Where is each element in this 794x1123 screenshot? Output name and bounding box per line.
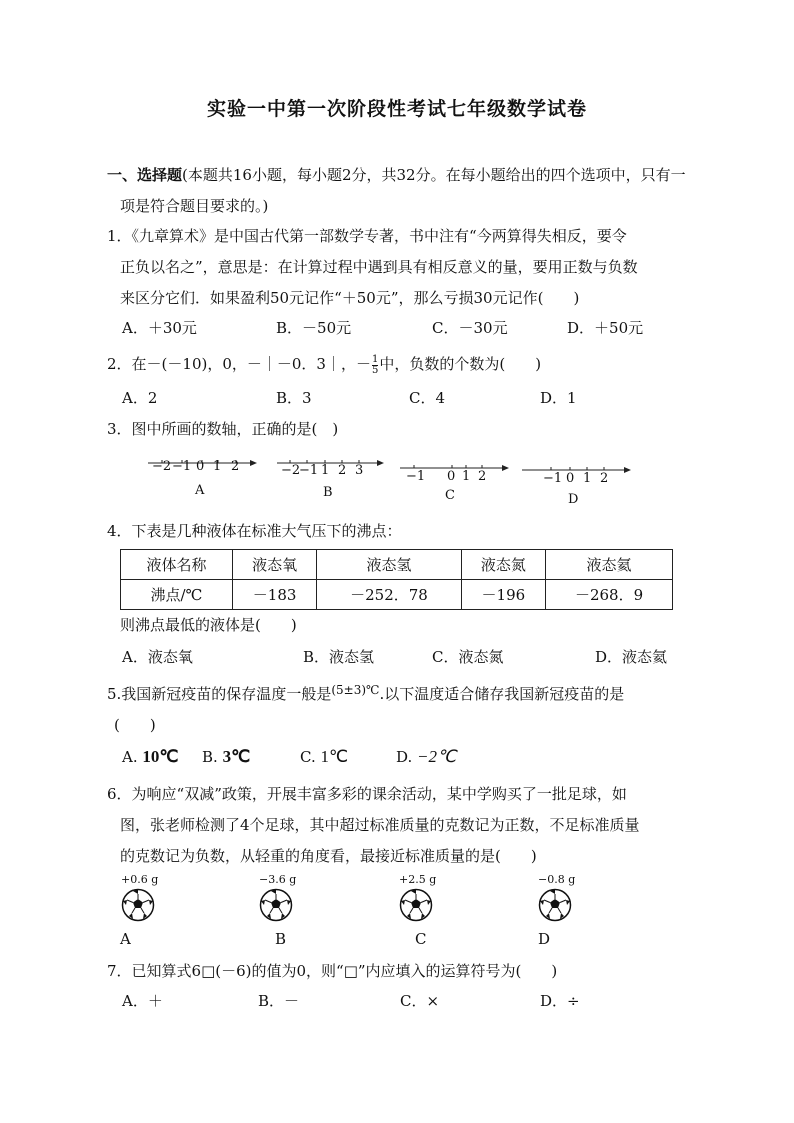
- q5-option-letter: B.: [202, 748, 218, 766]
- axis-d-arrow: [624, 467, 631, 473]
- axis-b-tick-label: −1: [299, 463, 319, 478]
- q5-stem-b: .以下温度适合储存我国新冠疫苗的是: [379, 685, 625, 703]
- soccer-ball-icon: [399, 888, 433, 922]
- axis-a-tick-label: −1: [172, 459, 192, 474]
- axis-b-tick-label: 1: [321, 463, 330, 478]
- q4-after: 则沸点最低的液体是( ): [120, 616, 297, 634]
- axis-b-arrow: [377, 460, 384, 466]
- q1-option-b: B．－50元: [276, 319, 352, 337]
- table-cell: 沸点/℃: [121, 580, 233, 610]
- q2-stem-a: 2．在－(－10)，0，－｜－0．3｜，－: [107, 355, 371, 373]
- q5-paren: ( ): [114, 716, 156, 734]
- axis-a-tick-label: 1: [213, 459, 222, 474]
- axis-d-tick-label: −1: [543, 471, 563, 486]
- axis-c-tick-label: 1: [462, 469, 471, 484]
- axis-c-caption: C: [445, 488, 455, 503]
- q1-option-d: D．＋50元: [567, 319, 644, 337]
- q7-stem: 7．已知算式6□(－6)的值为0，则“□”内应填入的运算符号为( ): [107, 962, 558, 980]
- table-header-cell: 液态氧: [232, 550, 316, 580]
- table-cell: －252．78: [317, 580, 461, 610]
- axis-d-tick-label: 2: [600, 471, 609, 486]
- axis-c-tick-label: −1: [406, 469, 426, 484]
- axis-b-tick-label: 3: [355, 463, 364, 478]
- axis-a-tick-label: −2: [152, 459, 172, 474]
- q2-option-c: C．4: [409, 389, 446, 407]
- q7-option-a: A．＋: [122, 992, 163, 1010]
- axis-c-arrow: [502, 465, 509, 471]
- ball-a-label: A: [120, 930, 131, 948]
- q2-fraction: [372, 355, 378, 376]
- table-header-row: [121, 550, 673, 580]
- axis-c-tick-label: 2: [478, 469, 487, 484]
- q6-line3: 的克数记为负数，从轻重的角度看，最接近标准质量的是( ): [120, 847, 537, 865]
- q4-option-d: D．液态氦: [595, 648, 668, 666]
- q3-stem: 3．图中所画的数轴，正确的是( ): [107, 420, 339, 438]
- q6-line1: 6．为响应“双减”政策，开展丰富多彩的课余活动，某中学购买了一批足球，如: [107, 785, 627, 803]
- q5-option-letter: A.: [122, 748, 138, 766]
- q5-option-letter: D.: [396, 748, 413, 766]
- table-row: [121, 580, 673, 610]
- table-header-cell: 液态氮: [461, 550, 545, 580]
- q4-option-c: C．液态氮: [432, 648, 504, 666]
- soccer-ball-icon: [121, 888, 155, 922]
- q5-option-c: [300, 747, 348, 767]
- axis-a-tick-label: 2: [231, 459, 240, 474]
- q2-option-d: D．1: [540, 389, 577, 407]
- q2-fraction-denominator: 5: [371, 364, 379, 376]
- q4-stem: 4．下表是几种液体在标准大气压下的沸点：: [107, 522, 402, 540]
- q5-option-value: 10℃: [142, 747, 179, 766]
- q5-option-value: 1℃: [320, 747, 349, 766]
- section-heading: [107, 164, 686, 185]
- q5-option-a: [122, 747, 178, 767]
- ball-b-label: B: [275, 930, 287, 948]
- number-line-d: [520, 462, 632, 476]
- q5-option-b: [202, 747, 250, 767]
- q5-range: (5±3)℃: [331, 683, 380, 697]
- q1-line3: 来区分它们．如果盈利50元记作“＋50元”，那么亏损30元记作( ): [120, 289, 580, 307]
- table-cell: －183: [232, 580, 316, 610]
- q4-option-a: A．液态氧: [122, 648, 193, 666]
- axis-d-caption: D: [568, 492, 579, 507]
- q2-stem-b: 中，负数的个数为( ): [379, 355, 542, 373]
- q7-option-c: C．×: [400, 992, 440, 1010]
- axis-b-tick-label: 2: [338, 463, 347, 478]
- section-description: (本题共16小题，每小题2分，共32分。在每小题给出的四个选项中，只有一: [182, 166, 686, 184]
- q7-option-d: D．÷: [540, 992, 580, 1010]
- boiling-point-table: [120, 549, 673, 610]
- section-description-line2: 项是符合题目要求的。): [120, 197, 269, 215]
- q5-stem-a: 5.我国新冠疫苗的保存温度一般是: [107, 685, 332, 703]
- ball-c-mass: +2.5 g: [399, 873, 437, 886]
- q2-option-b: B．3: [276, 389, 312, 407]
- q4-option-b: B．液态氢: [303, 648, 375, 666]
- ball-c-label: C: [415, 930, 427, 948]
- q5-stem: [107, 683, 624, 704]
- q1-option-a: A．＋30元: [122, 319, 197, 337]
- ball-a-mass: +0.6 g: [121, 873, 159, 886]
- axis-d-tick-label: 1: [583, 471, 592, 486]
- axis-a-arrow: [250, 460, 257, 466]
- ball-b-mass: −3.6 g: [259, 873, 297, 886]
- q5-option-letter: C.: [300, 748, 316, 766]
- table-cell: －268．9: [546, 580, 673, 610]
- q1-line2: 正负以名之”，意思是：在计算过程中遇到具有相反意义的量，要用正数与负数: [120, 258, 638, 276]
- table-cell: －196: [461, 580, 545, 610]
- axis-a-tick-label: 0: [196, 459, 205, 474]
- q2-option-a: A．2: [122, 389, 158, 407]
- q7-option-b: B．－: [258, 992, 300, 1010]
- axis-d-tick-label: 0: [566, 471, 575, 486]
- q2-fraction-numerator: 1: [371, 353, 379, 365]
- soccer-ball-icon: [259, 888, 293, 922]
- q2-stem: [107, 353, 541, 376]
- axis-b-caption: B: [323, 485, 333, 500]
- q5-option-value: −2℃: [417, 747, 457, 766]
- axis-b-tick-label: −2: [281, 463, 301, 478]
- q6-line2: 图，张老师检测了4个足球，其中超过标准质量的克数记为正数，不足标准质量: [120, 816, 640, 834]
- section-title: 一、选择题: [107, 166, 183, 184]
- soccer-ball-icon: [538, 888, 572, 922]
- table-header-cell: 液态氢: [317, 550, 461, 580]
- ball-d-label: D: [538, 930, 551, 948]
- axis-c-tick-label: 0: [447, 469, 456, 484]
- q5-option-value: 3℃: [222, 747, 251, 766]
- page-title: 实验一中第一次阶段性考试七年级数学试卷: [206, 98, 587, 120]
- table-header-cell: 液态氦: [546, 550, 673, 580]
- table-header-cell: 液体名称: [121, 550, 233, 580]
- q5-option-d: [396, 747, 456, 767]
- ball-d-mass: −0.8 g: [538, 873, 576, 886]
- axis-a-caption: A: [195, 483, 205, 498]
- q1-option-c: C．－30元: [432, 319, 508, 337]
- q1-line1: 1．《九章算术》是中国古代第一部数学专著，书中注有“今两算得失相反，要令: [107, 227, 627, 245]
